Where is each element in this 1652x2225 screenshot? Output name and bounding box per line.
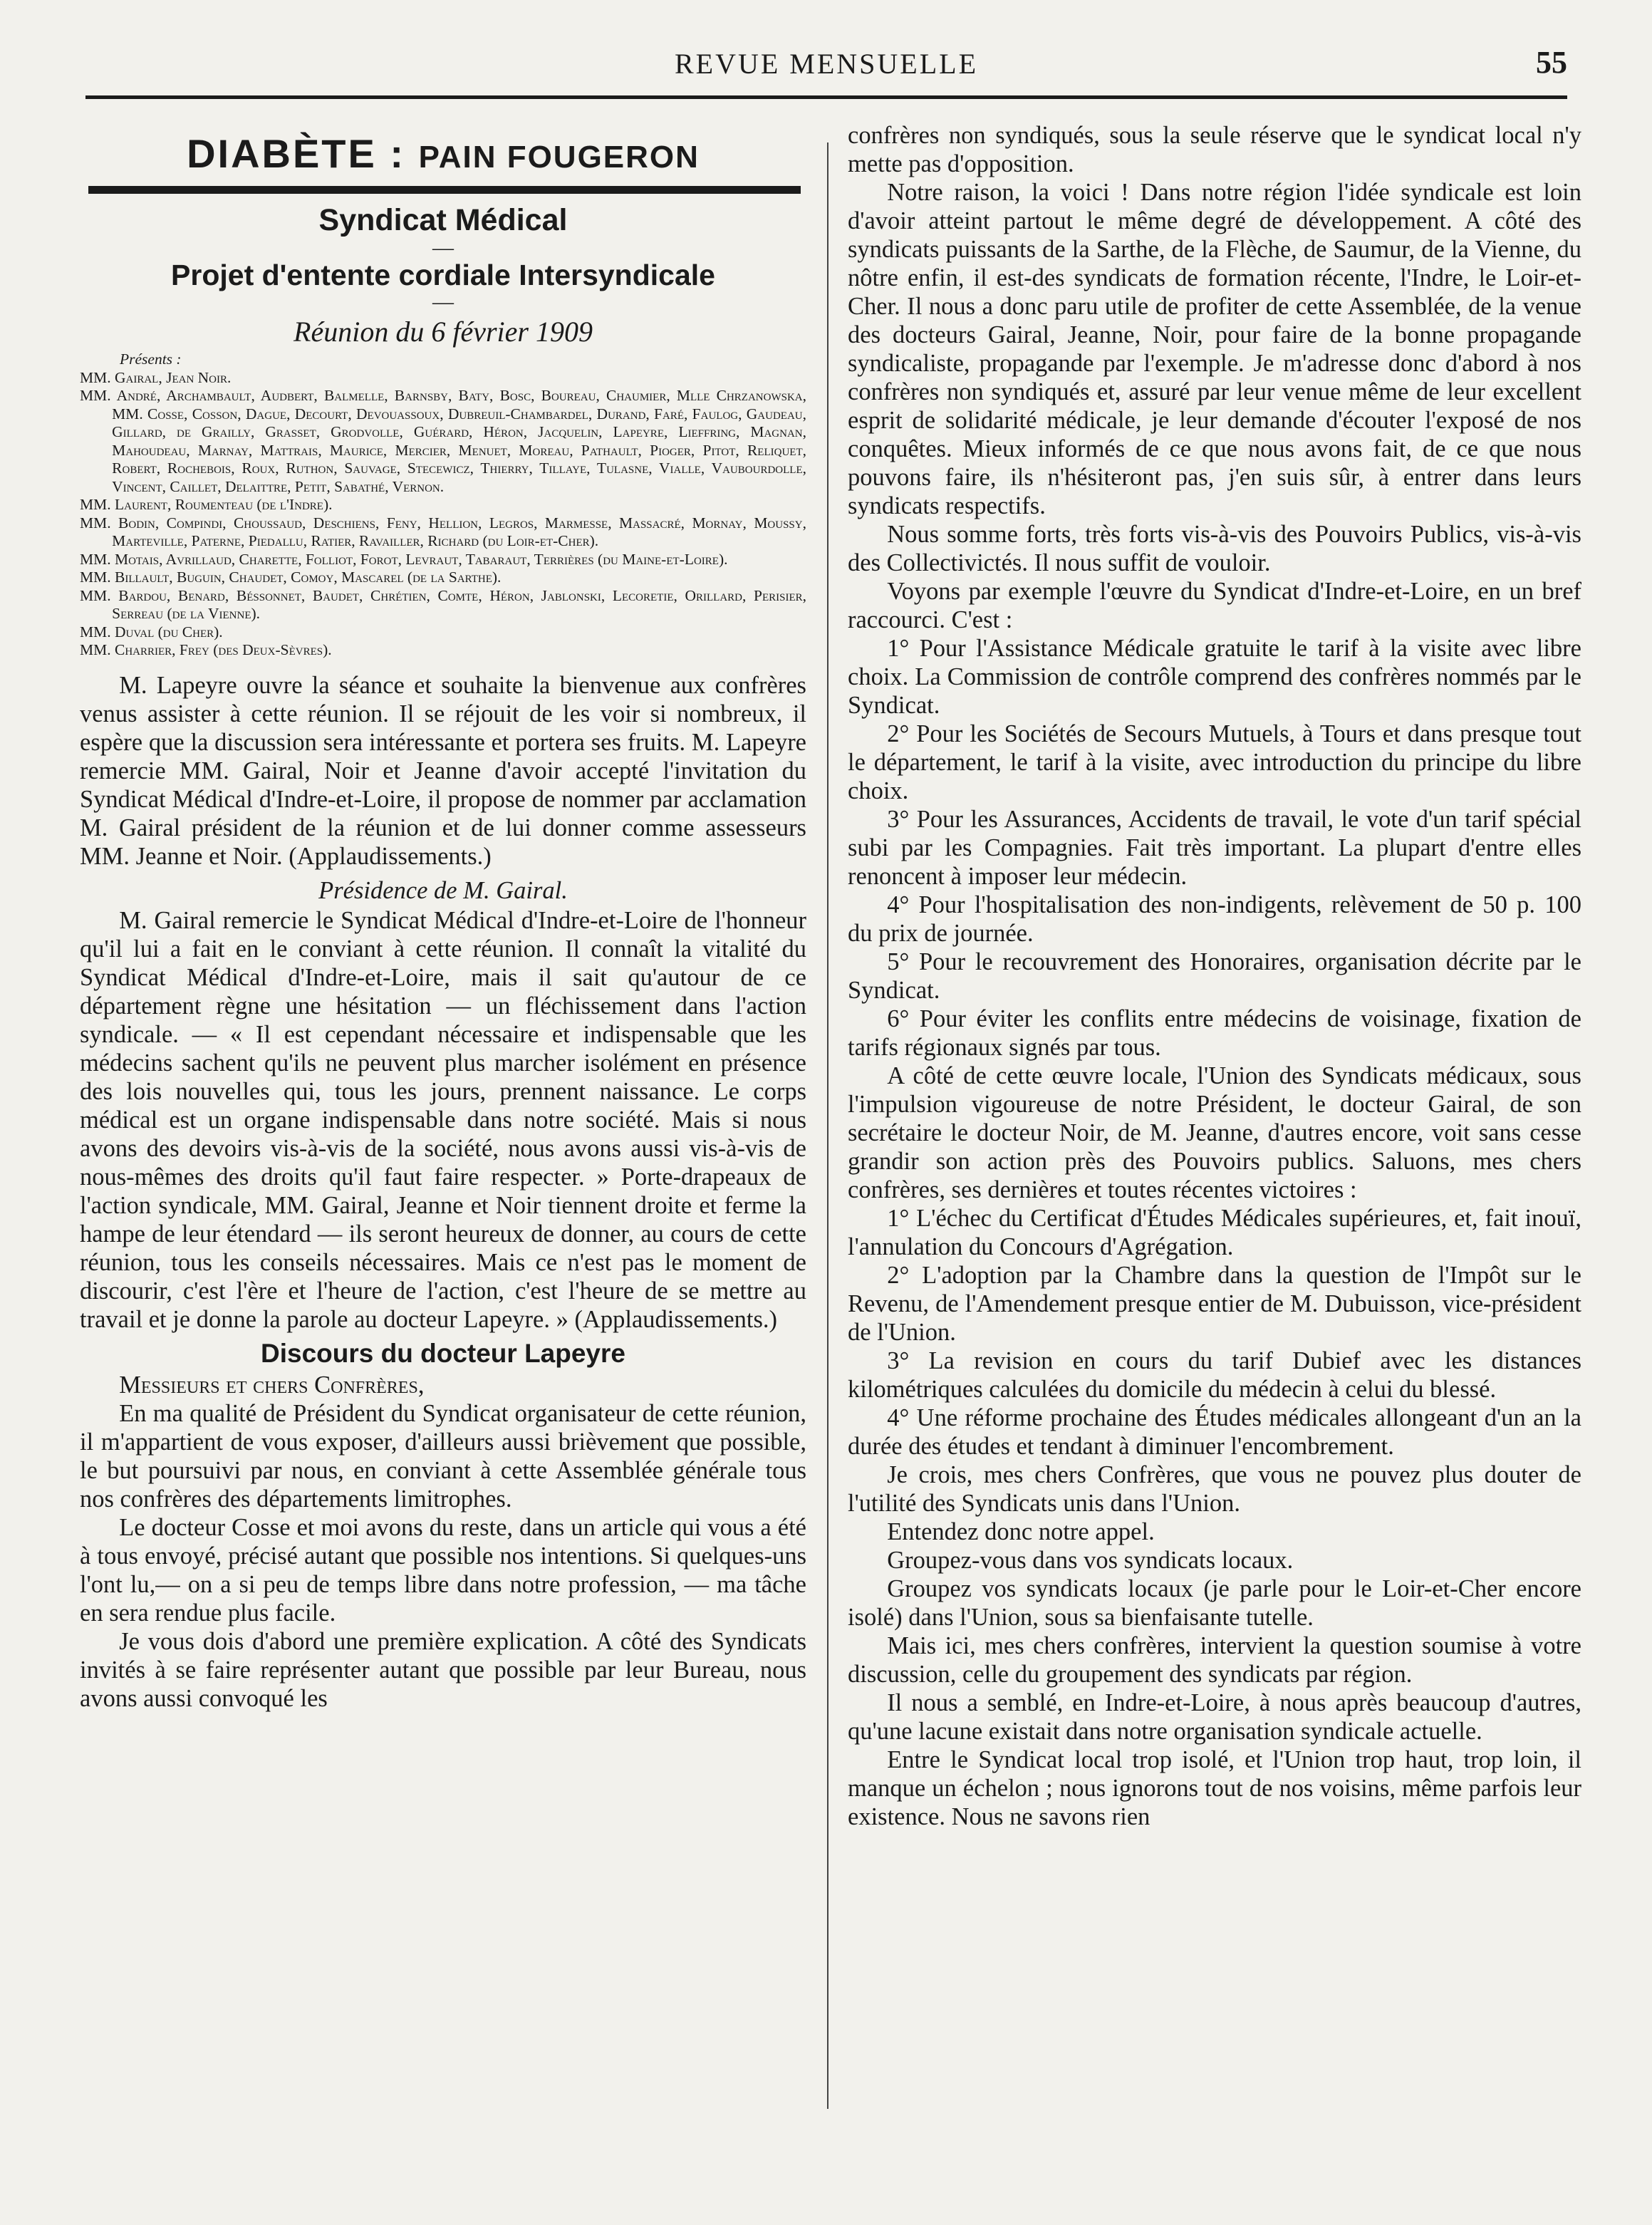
list-item: 3° La revision en cours du tarif Dubief avec les distances kilométriques calculées du domicile du médecin à celui du blessé. [848,1347,1581,1403]
column-divider [827,142,828,2109]
speech-title: Discours du docteur Lapeyre [261,1338,625,1368]
roster-line: MM. Billault, Buguin, Chaudet, Comoy, Mascarel (de la Sarthe). [80,569,502,586]
paragraph: Notre raison, la voici ! Dans notre région l'idée syndicale est loin d'avoir atteint partout le même degré de développement. A côté des syndicats puissants de la Sarthe, de la Flèche, de Saumur, de la Vienne, du nôtre enfin, il est-des syndicats de formation récente, l'Indre, le Loir-et-Cher. Il nous a donc paru utile de profiter de cette Assemblée, de la venue des docteurs Gairal, Jeanne, Noir, pour faire de la bonne propagande syndicaliste, propagande par l'exemple. Je m'adresse donc d'abord à nos confrères non syndiqués et, assuré par leur venue même de leur excellent esprit de solidarité médicale, je leur demande d'écouter l'exposé de nos conquêtes. Mieux informés de ce que nous avons fait, de ce que nous pouvons faire, ils n'hésiteront pas, j'en suis sûr, à entrer dans leurs syndicats respectifs. [848,179,1581,519]
paragraph: Il nous a semblé, en Indre-et-Loire, à nous après beaucoup d'autres, qu'une lacune existait dans notre organisation syndicale actuelle. [848,1689,1581,1745]
ad-main: DIABÈTE : [187,131,406,176]
roster-line: MM. Charrier, Frey (des Deux-Sèvres). [80,641,332,658]
paragraph: Groupez-vous dans vos syndicats locaux. [887,1547,1294,1574]
presidence-line: Présidence de M. Gairal. [318,876,568,904]
attendance-list [80,351,806,660]
paragraph: Groupez vos syndicats locaux (je parle pour le Loir-et-Cher encore isolé) dans l'Union, sous sa bienfaisante tutelle. [848,1575,1581,1631]
header-rule [85,95,1567,99]
journal-title: REVUE MENSUELLE [674,48,979,80]
present-label: Présents : [120,351,182,368]
paragraph: Je crois, mes chers Confrères, que vous ne pouvez plus douter de l'utilité des Syndicats unis dans l'Union. [848,1461,1581,1517]
paragraph: Entre le Syndicat local trop isolé, et l'Union trop haut, trop loin, il manque un échelon ; nous ignorons tout de nos voisins, même parfois leur existence. Nous ne savons rien [848,1746,1581,1830]
separator-dash: — [432,236,454,259]
paragraph: Entendez donc notre appel. [887,1518,1155,1545]
list-item: 1° Pour l'Assistance Médicale gratuite le tarif à la visite avec libre choix. La Commission de contrôle comprend des confrères nommés par le Syndicat. [848,635,1581,719]
paragraph: A côté de cette œuvre locale, l'Union des Syndicats médicaux, sous l'impulsion vigoureuse de notre Président, le docteur Gairal, de son secrétaire le docteur Noir, de M. Jeanne, d'autres encore, voit sans cesse grandir son action près des Pouvoirs publics. Saluons, mes chers confrères, ses dernières et toutes récentes victoires : [848,1062,1581,1203]
left-column [80,121,806,1713]
ad-rule [88,186,801,194]
list-item: 2° Pour les Sociétés de Secours Mutuels, à Tours et dans presque tout le département, le tarif à la visite, avec introduction du principe du libre choix. [848,720,1581,804]
speech-greeting: Messieurs et chers Confrères, [119,1371,425,1399]
roster-line: MM. Duval (du Cher). [80,623,223,640]
roster-line: MM. Gairal, Jean Noir. [80,368,232,386]
roster-line: MM. Motais, Avrillaud, Charette, Folliot, Forot, Levraut, Tabaraut, Terrières (du Maine-et-Loire). [80,550,728,568]
roster-line: MM. Laurent, Roumenteau (de l'Indre). [80,496,333,513]
list-item: 3° Pour les Assurances, Accidents de travail, le vote d'un tarif spécial subi par les Compagnies. Fait très important. La plupart d'entre elles renoncent à imposer leur médecin. [848,806,1581,890]
list-item: 2° L'adoption par la Chambre dans la question de l'Impôt sur le Revenu, de l'Amendement presque entier de M. Dubuisson, vice-président de l'Union. [848,1262,1581,1346]
meeting-date: Réunion du 6 février 1909 [293,316,593,348]
ad-product: PAIN FOUGERON [418,140,700,175]
section-heading: Syndicat Médical [318,203,568,237]
roster-line: MM. André, Archambault, Audbert, Balmelle, Barnsby, Baty, Bosc, Boureau, Chaumier, Mlle Chrzanowska, MM. Cosse, Cosson, Dague, Decourt, Devouassoux, Dubreuil-Chambardel, Durand, Faré, Faulog, Gaudeau, Gillard, de Grailly, Grasset, Grodvolle, Guérard, Héron, Jacquelin, Lapeyre, Lieffring, Magnan, Mahoudeau, Marnay, Mattrais, Maurice, Mercier, Menuet, Moreau, Pathault, Pioger, Pitot, Reliquet, Robert, Rochebois, Roux, Ruthon, Sauvage, Stecewicz, Thierry, Tillaye, Tulasne, Vialle, Vaubourdolle, Vincent, Caillet, Delaittre, Petit, Sabathé, Vernon. [80,387,807,495]
separator-dash: — [432,290,454,313]
paragraph: Voyons par exemple l'œuvre du Syndicat d'Indre-et-Loire, en un bref raccourci. C'est : [848,578,1581,633]
article-title: Projet d'entente cordiale Intersyndicale [171,259,715,291]
speech-paragraph: Le docteur Cosse et moi avons du reste, dans un article qui vous a été à tous envoyé, précisé autant que possible nos intentions. Si quelques-uns l'ont lu,— on a si peu de temps libre dans notre profession, — ma tâche en sera rendue plus facile. [80,1513,806,1627]
list-item: 4° Une réforme prochaine des Études médicales allongeant d'un an la durée des études et tendant à diminuer l'encombrement. [848,1404,1581,1460]
speech-paragraph: En ma qualité de Président du Syndicat organisateur de cette réunion, il m'appartient de vous exposer, d'ailleurs aussi brièvement que possible, le but poursuivi par nous, en conviant à cette Assemblée générale tous nos confrères des départements limitrophes. [80,1399,806,1513]
paragraph-opening: M. Lapeyre ouvre la séance et souhaite la bienvenue aux confrères venus assister à cette réunion. Il se réjouit de les voir si nombreux, il espère que la discussion sera intéressante et portera ses fruits. M. Lapeyre remercie MM. Gairal, Noir et Jeanne d'avoir accepté l'invitation du Syndicat Médical d'Indre-et-Loire, il propose de nommer par acclamation M. Gairal président de la réunion et de lui donner comme assesseurs MM. Jeanne et Noir. (Applaudissements.) [80,671,806,870]
list-item: 6° Pour éviter les conflits entre médecins de voisinage, fixation de tarifs régionaux signés par tous. [848,1005,1581,1061]
page-number: 55 [1536,45,1567,80]
right-column [848,121,1581,1831]
advertisement-banner [80,131,806,180]
paragraph: confrères non syndiqués, sous la seule réserve que le syndicat local n'y mette pas d'opposition. [848,122,1581,177]
list-item: 5° Pour le recouvrement des Honoraires, organisation décrite par le Syndicat. [848,948,1581,1004]
roster-line: MM. Bardou, Benard, Béssonnet, Baudet, Chrétien, Comte, Héron, Jablonski, Lecoretie, Orillard, Perisier, Serreau (de la Vienne). [80,586,806,622]
speech-paragraph: Je vous dois d'abord une première explication. A côté des Syndicats invités à se faire représenter autant que possible par leur Bureau, nous avons aussi convoqué les [80,1627,806,1712]
paragraph-gairal: M. Gairal remercie le Syndicat Médical d'Indre-et-Loire de l'honneur qu'il lui a fait en le conviant à cette réunion. Il connaît la vitalité du Syndicat Médical d'Indre-et-Loire, mais il sait qu'autour de ce département règne une hésitation — un fléchissement dans l'action syndicale. — « Il est cependant nécessaire et indispensable que les médecins sachent qu'ils ne peuvent plus marcher isolément en présence des lois nouvelles qui, tous les jours, prennent naissance. Le corps médical est un organe indispensable dans notre société. Mais si nous avons des devoirs vis-à-vis de la société, nous avons aussi vis-à-vis de nous-mêmes des droits qu'il faut faire respecter. » Porte-drapeaux de l'action syndicale, MM. Gairal, Jeanne et Noir tiennent droite et ferme la hampe de leur étendard — ils seront heureux de donner, au cours de cette réunion, tous les conseils nécessaires. Mais ce n'est pas le moment de discourir, c'est l'ère et l'heure de l'action, c'est l'heure de se mettre au travail et je donne la parole au docteur Lapeyre. » (Applaudissements.) [80,906,806,1333]
roster-line: MM. Bodin, Compindi, Choussaud, Deschiens, Feny, Hellion, Legros, Marmesse, Massacré, Mornay, Moussy, Marteville, Paterne, Piedallu, Ratier, Ravailler, Richard (du Loir-et-Cher). [80,514,806,549]
list-item: 4° Pour l'hospitalisation des non-indigents, relèvement de 50 p. 100 du prix de journée. [848,891,1581,947]
paragraph: Nous somme forts, très forts vis-à-vis des Pouvoirs Publics, vis-à-vis des Collectivictés. Il nous suffit de vouloir. [848,521,1581,576]
running-header [85,44,1567,87]
paragraph: Mais ici, mes chers confrères, intervient la question soumise à votre discussion, celle du groupement des syndicats par région. [848,1632,1581,1688]
list-item: 1° L'échec du Certificat d'Études Médicales supérieures, et, fait inouï, l'annulation du Concours d'Agrégation. [848,1205,1581,1260]
